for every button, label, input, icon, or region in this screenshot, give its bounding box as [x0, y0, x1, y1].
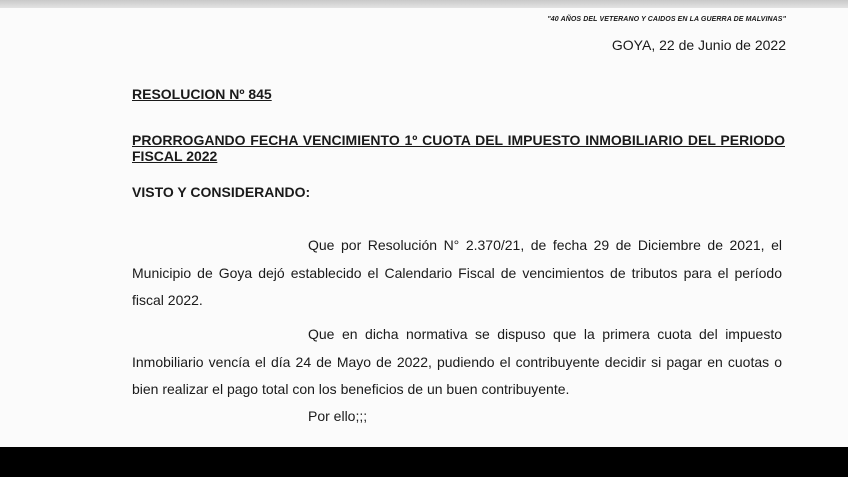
place-date: GOYA, 22 de Junio de 2022 — [611, 37, 786, 53]
header-motto: "40 AÑOS DEL VETERANO Y CAIDOS EN LA GUERRA DE MALVINAS" — [547, 16, 786, 23]
paragraph-1: Que por Resolución N° 2.370/21, de fecha 29 de Diciembre de 2021, el Municipio de Goya dejó establecido el Calendario Fiscal de vencimientos de tributos para el período fiscal 2022. — [132, 237, 782, 308]
paragraph-2: Que en dicha normativa se dispuso que la primera cuota del impuesto Inmobiliario vencía el día 24 de Mayo de 2022, pudiendo el contribuyente decidir si pagar en cuotas o bien realizar el pago total con los beneficios de un buen contribuyente. — [132, 326, 782, 397]
resolution-subject: PRORROGANDO FECHA VENCIMIENTO 1º CUOTA DEL IMPUESTO INMOBILIARIO DEL PERIODO FISCAL 2022 — [132, 132, 785, 164]
closing-text: Por ello;;; — [308, 408, 368, 424]
section-heading: VISTO Y CONSIDERANDO: — [132, 184, 311, 200]
resolution-title: RESOLUCION Nº 845 — [132, 86, 272, 102]
document-page — [0, 8, 848, 447]
